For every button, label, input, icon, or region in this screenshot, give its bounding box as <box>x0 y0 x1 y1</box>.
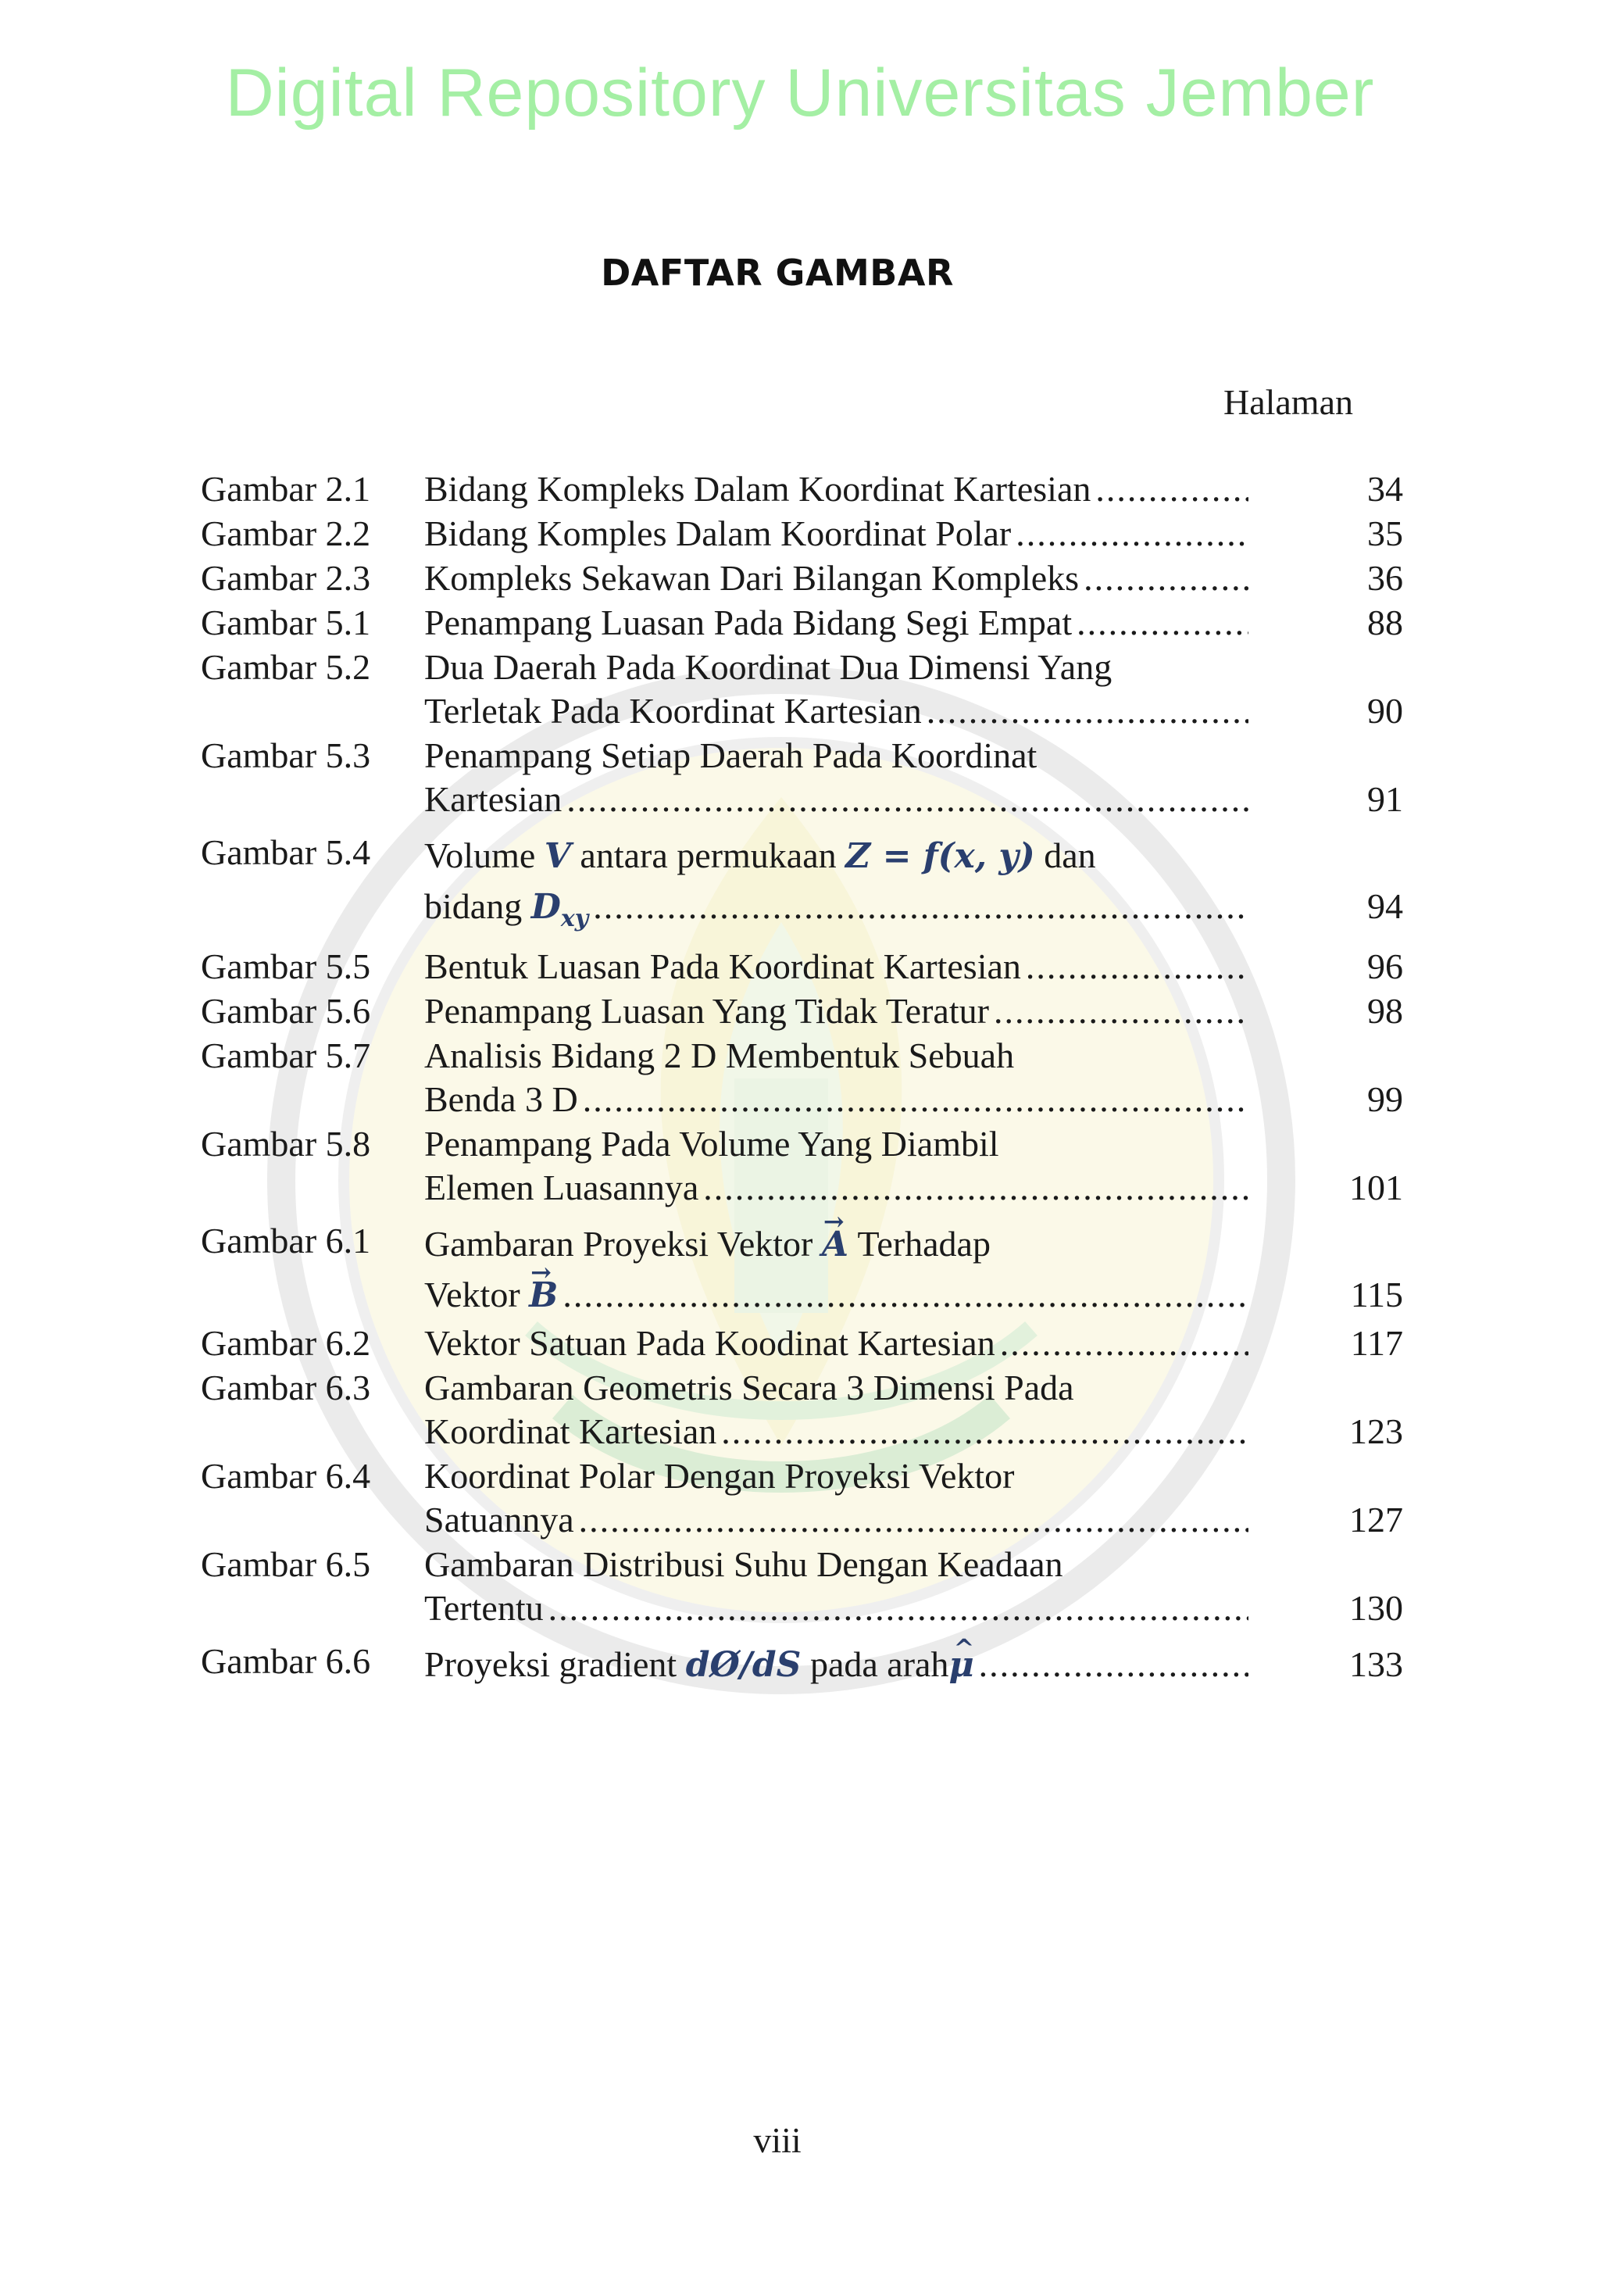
dot-leader <box>583 1078 1248 1121</box>
page-number: viii <box>753 2120 802 2160</box>
figure-page-number: 91 <box>1367 779 1403 819</box>
vector-b-symbol: → B <box>529 1271 558 1321</box>
list-item <box>201 734 1403 821</box>
dot-leader <box>562 1270 1248 1320</box>
figure-list <box>201 467 1403 1691</box>
figure-page-number: 90 <box>1367 691 1403 731</box>
figure-caption: Volume <box>424 835 536 875</box>
figure-caption-continued: Terletak Pada Koordinat Kartesian <box>424 691 922 731</box>
figure-caption: Bidang Kompleks Dalam Koordinat Kartesian <box>424 469 1091 509</box>
figure-caption-continued: Kartesian <box>424 779 562 819</box>
figure-number: Gambar 5.1 <box>201 603 371 642</box>
figure-number: Gambar 5.8 <box>201 1124 371 1164</box>
figure-caption: Vektor Satuan Pada Koodinat Kartesian <box>424 1323 995 1363</box>
figure-page-number: 115 <box>1350 1275 1403 1314</box>
list-item <box>201 989 1403 1033</box>
dot-leader <box>593 882 1248 932</box>
figure-caption-continued: Elemen Luasannya <box>424 1168 699 1207</box>
figure-page-number: 123 <box>1349 1411 1403 1451</box>
figure-caption: Analisis Bidang 2 D Membentuk Sebuah <box>424 1035 1015 1075</box>
figure-page-number: 99 <box>1367 1079 1403 1119</box>
figure-caption-part: antara permukaan <box>580 835 837 875</box>
figure-number: Gambar 6.2 <box>201 1323 371 1363</box>
dot-leader <box>1095 467 1248 511</box>
figure-caption: Penampang Luasan Yang Tidak Teratur <box>424 991 989 1031</box>
figure-page-number: 34 <box>1367 469 1403 509</box>
figure-page-number: 98 <box>1367 991 1403 1031</box>
figure-number: Gambar 5.5 <box>201 946 371 986</box>
dot-leader <box>1026 945 1248 989</box>
dot-leader <box>979 1640 1248 1690</box>
dot-leader <box>1077 601 1248 645</box>
figure-page-number: 35 <box>1367 513 1403 553</box>
figure-page-number: 133 <box>1349 1644 1403 1684</box>
figure-caption: Dua Daerah Pada Koordinat Dua Dimensi Yang <box>424 647 1112 687</box>
figure-caption-continued: Tertentu <box>424 1588 544 1628</box>
vector-a-symbol: → A <box>822 1220 848 1270</box>
figure-caption-continued: Satuannya <box>424 1500 574 1540</box>
dot-leader <box>1016 512 1248 556</box>
dot-leader <box>721 1410 1248 1454</box>
list-item <box>201 601 1403 645</box>
figure-caption: Proyeksi gradient <box>424 1644 677 1684</box>
dot-leader <box>1000 1321 1248 1365</box>
list-item <box>201 556 1403 600</box>
list-item <box>201 1366 1403 1454</box>
dot-leader <box>994 989 1248 1033</box>
figure-number: Gambar 5.4 <box>201 832 371 872</box>
gradient-expression: dØ/dS <box>685 1645 802 1685</box>
list-item <box>201 1321 1403 1365</box>
list-item <box>201 646 1403 733</box>
figure-number: Gambar 6.6 <box>201 1641 371 1681</box>
figure-page-number: 130 <box>1349 1588 1403 1628</box>
unit-vector-mu-symbol: ^ μ <box>948 1640 973 1690</box>
list-item <box>201 1640 1403 1690</box>
figure-caption-continued: bidang <box>424 886 523 926</box>
dot-leader <box>703 1166 1248 1210</box>
list-item <box>201 512 1403 556</box>
dot-leader <box>548 1586 1248 1630</box>
figure-caption: Penampang Luasan Pada Bidang Segi Empat <box>424 603 1073 642</box>
repository-watermark-header: Digital Repository Universitas Jember <box>225 55 1375 131</box>
figure-number: Gambar 6.1 <box>201 1221 371 1261</box>
figure-caption: Gambaran Distribusi Suhu Dengan Keadaan <box>424 1544 1063 1584</box>
figure-number: Gambar 5.6 <box>201 991 371 1031</box>
figure-number: Gambar 5.7 <box>201 1035 371 1075</box>
figure-caption: Penampang Pada Volume Yang Diambil <box>424 1124 999 1164</box>
figure-caption-continued: Koordinat Kartesian <box>424 1411 717 1451</box>
figure-caption-part: pada arah <box>809 1644 949 1684</box>
list-item <box>201 1543 1403 1630</box>
figure-caption: Penampang Setiap Daerah Pada Koordinat <box>424 735 1038 775</box>
figure-caption-continued: Benda 3 D <box>424 1079 578 1119</box>
figure-number: Gambar 5.3 <box>201 735 371 775</box>
list-item <box>201 831 1403 944</box>
figure-page-number: 94 <box>1367 886 1403 926</box>
figure-caption-continued: Vektor <box>424 1275 520 1314</box>
figure-caption: Bentuk Luasan Pada Koordinat Kartesian <box>424 946 1021 986</box>
figure-number: Gambar 6.5 <box>201 1544 371 1584</box>
math-equation: Z = f(x, y) <box>845 836 1035 876</box>
dot-leader <box>1084 556 1248 600</box>
dot-leader <box>927 689 1248 733</box>
figure-caption-part: Terhadap <box>857 1224 991 1264</box>
figure-number: Gambar 2.2 <box>201 513 371 553</box>
math-symbol-v: V <box>544 836 571 876</box>
dot-leader <box>566 778 1248 821</box>
figure-number: Gambar 2.3 <box>201 558 371 598</box>
figure-caption: Gambaran Proyeksi Vektor <box>424 1224 813 1264</box>
page-column-header: Halaman <box>1223 382 1353 422</box>
figure-page-number: 101 <box>1349 1168 1403 1207</box>
list-item <box>201 945 1403 989</box>
figure-number: Gambar 6.4 <box>201 1456 371 1496</box>
math-symbol-dxy: $D_{xy}$ <box>530 887 589 932</box>
figure-caption: Kompleks Sekawan Dari Bilangan Kompleks <box>424 558 1080 598</box>
figure-caption: Gambaran Geometris Secara 3 Dimensi Pada <box>424 1368 1074 1407</box>
figure-page-number: 96 <box>1367 946 1403 986</box>
figure-caption-part: dan <box>1044 835 1096 875</box>
dot-leader <box>579 1498 1248 1542</box>
list-item <box>201 1122 1403 1210</box>
figure-page-number: 88 <box>1367 603 1403 642</box>
figure-caption: Koordinat Polar Dengan Proyeksi Vektor <box>424 1456 1015 1496</box>
figure-caption: Bidang Komples Dalam Koordinat Polar <box>424 513 1012 553</box>
list-item <box>201 1219 1403 1321</box>
list-item <box>201 467 1403 511</box>
list-item <box>201 1454 1403 1542</box>
figure-number: Gambar 2.1 <box>201 469 371 509</box>
figure-page-number: 127 <box>1349 1500 1403 1540</box>
figure-number: Gambar 5.2 <box>201 647 371 687</box>
figure-page-number: 36 <box>1367 558 1403 598</box>
page-title: DAFTAR GAMBAR <box>601 252 954 294</box>
figure-number: Gambar 6.3 <box>201 1368 371 1407</box>
figure-page-number: 117 <box>1350 1323 1403 1363</box>
list-item <box>201 1034 1403 1121</box>
